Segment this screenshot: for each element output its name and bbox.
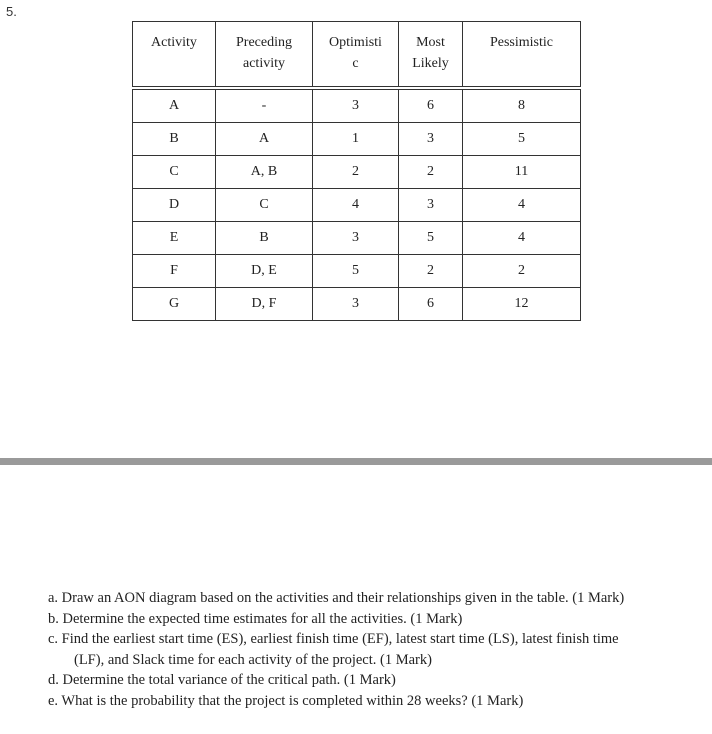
table-row (133, 88, 581, 123)
question-d: d. Determine the total variance of the critical path. (1 Mark) (48, 672, 396, 688)
cell-activity: G (133, 288, 216, 321)
cell-activity: E (133, 222, 216, 255)
cell-preceding: D, F (216, 288, 313, 321)
cell-activity: B (133, 123, 216, 156)
cell-most-likely: 6 (399, 88, 463, 123)
section-divider (0, 458, 712, 465)
header-most-likely-line2: Likely (412, 56, 449, 71)
cell-pessimistic: 2 (463, 255, 581, 288)
cell-preceding: B (216, 222, 313, 255)
table-header-row (133, 22, 581, 89)
header-activity (133, 22, 216, 89)
cell-most-likely: 5 (399, 222, 463, 255)
cell-activity: A (133, 88, 216, 123)
cell-pessimistic: 11 (463, 156, 581, 189)
cell-preceding: - (216, 88, 313, 123)
header-preceding-line1: Preceding (236, 35, 292, 50)
table-row (133, 123, 581, 156)
cell-optimistic: 3 (313, 288, 399, 321)
question-b: b. Determine the expected time estimates for all the activities. (1 Mark) (48, 610, 463, 627)
cell-pessimistic: 5 (463, 123, 581, 156)
question-c: c. Find the earliest start time (ES), earliest finish time (EF), latest start time (LS), latest finish time (48, 631, 619, 647)
cell-preceding: C (216, 189, 313, 222)
header-pessimistic (463, 22, 581, 89)
cell-optimistic: 2 (313, 156, 399, 189)
cell-optimistic: 3 (313, 88, 399, 123)
question-e: e. What is the probability that the project is completed within 28 weeks? (1 Mark) (48, 692, 524, 709)
cell-pessimistic: 8 (463, 88, 581, 123)
cell-activity: D (133, 189, 216, 222)
cell-most-likely: 3 (399, 123, 463, 156)
header-preceding-line2: activity (243, 56, 285, 71)
cell-most-likely: 2 (399, 156, 463, 189)
cell-most-likely: 6 (399, 288, 463, 321)
header-most-likely-line1: Most (416, 35, 445, 50)
cell-pessimistic: 4 (463, 189, 581, 222)
header-most-likely (399, 22, 463, 89)
cell-optimistic: 3 (313, 222, 399, 255)
header-preceding-activity (216, 22, 313, 89)
table-row (133, 288, 581, 321)
header-pessimistic-text: Pessimistic (489, 35, 553, 50)
activity-table (132, 21, 581, 321)
table-row (133, 222, 581, 255)
question-list (48, 588, 698, 711)
cell-optimistic: 1 (313, 123, 399, 156)
table-row (133, 189, 581, 222)
header-activity-text: Activity (151, 35, 197, 50)
header-optimistic-line1: Optimisti (329, 35, 382, 50)
question-number: 5. (6, 4, 17, 19)
cell-most-likely: 2 (399, 255, 463, 288)
table-row (133, 255, 581, 288)
cell-activity: C (133, 156, 216, 189)
question-a: a. Draw an AON diagram based on the activities and their relationships given in the table. (1 Mark) (48, 590, 625, 606)
table-row (133, 156, 581, 189)
header-optimistic-line2: c (352, 56, 359, 71)
cell-most-likely: 3 (399, 189, 463, 222)
cell-optimistic: 4 (313, 189, 399, 222)
cell-preceding: D, E (216, 255, 313, 288)
cell-optimistic: 5 (313, 255, 399, 288)
cell-activity: F (133, 255, 216, 288)
cell-preceding: A, B (216, 156, 313, 189)
cell-pessimistic: 4 (463, 222, 581, 255)
cell-preceding: A (216, 123, 313, 156)
header-optimistic (313, 22, 399, 89)
question-c-continued: (LF), and Slack time for each activity of the project. (1 Mark) (74, 651, 432, 668)
cell-pessimistic: 12 (463, 288, 581, 321)
